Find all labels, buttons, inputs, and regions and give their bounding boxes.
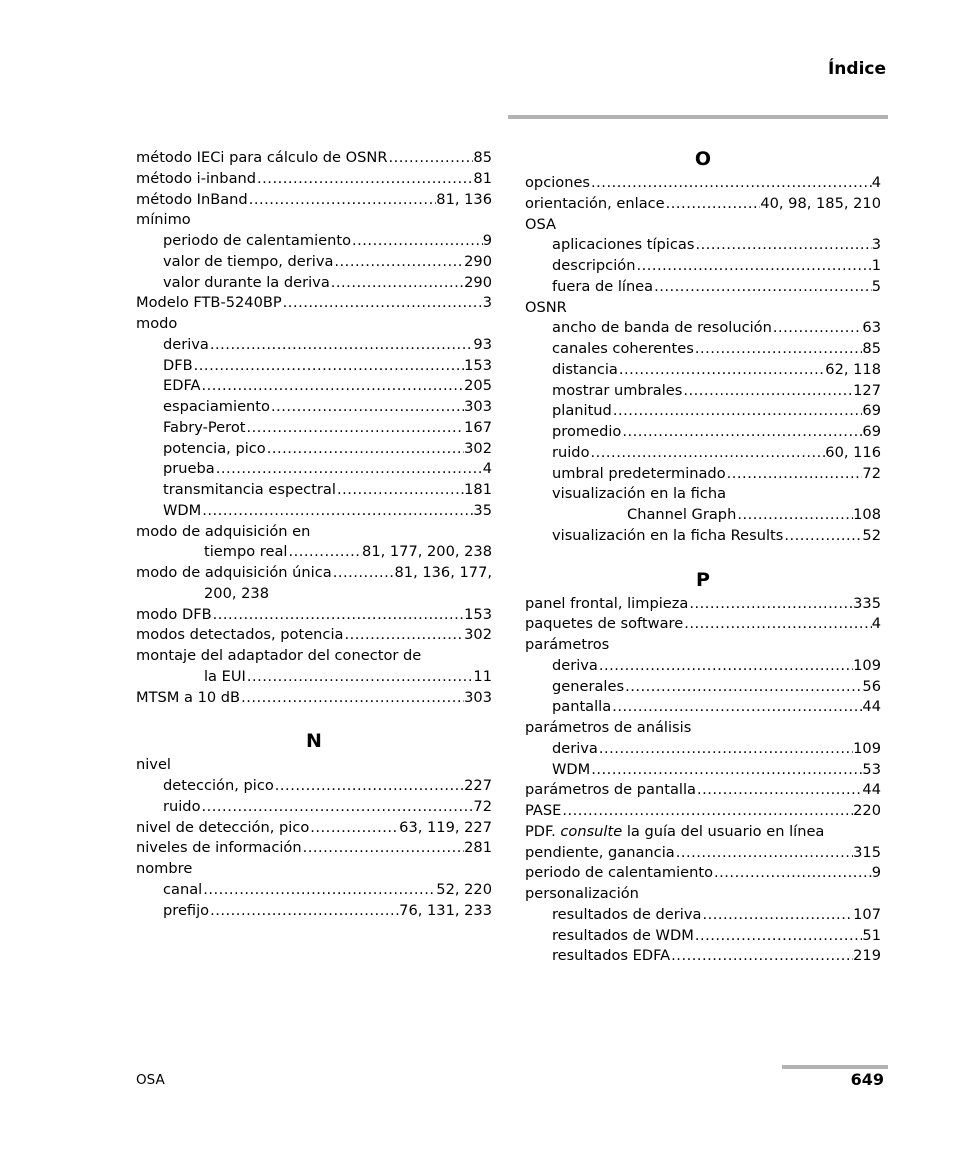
dot-leader (387, 148, 473, 169)
dot-leader (701, 905, 853, 926)
index-term: ancho de banda de resolución (552, 319, 772, 337)
index-entry (136, 859, 492, 880)
index-entry (525, 505, 881, 526)
index-term: modo DFB (136, 605, 212, 623)
index-entry (136, 314, 492, 335)
index-page-refs: 85 (473, 149, 492, 166)
index-entry (136, 776, 492, 797)
index-entry (136, 335, 492, 356)
index-page-refs: 303 (464, 688, 492, 706)
index-term-rest: la guía del usuario en línea (626, 822, 825, 840)
dot-leader (783, 526, 862, 547)
page-header-title: Índice (827, 59, 886, 79)
section-spacer (525, 547, 881, 567)
dot-leader (611, 697, 862, 718)
index-entry (525, 656, 881, 677)
dot-leader (590, 443, 826, 464)
index-page-refs: 85 (862, 340, 881, 357)
index-term: promedio (552, 423, 622, 440)
index-term: espaciamiento (163, 398, 270, 415)
dot-leader (351, 231, 483, 252)
index-page-refs: 81, 136, 177, (394, 564, 492, 581)
index-term: parámetros de pantalla (525, 781, 696, 799)
index-term: personalización (525, 885, 639, 902)
index-term: niveles de información (136, 839, 302, 857)
index-entry (525, 215, 881, 236)
index-page-refs: 4 (482, 460, 492, 478)
dot-leader (713, 863, 872, 884)
index-page-refs: 302 (464, 626, 492, 644)
index-page-refs: 53 (862, 760, 881, 778)
index-term: visualización en la ficha (552, 485, 727, 503)
index-page-refs: 44 (862, 698, 881, 716)
index-page-refs: 52, 220 (436, 880, 492, 898)
index-term: OSA (525, 215, 557, 233)
index-term: transmitancia espectral (163, 481, 336, 498)
index-entry (136, 501, 492, 522)
index-term: montaje del adaptador del conector de (136, 647, 422, 664)
index-entry (525, 863, 881, 884)
index-page-refs: 290 (464, 273, 492, 291)
index-term: pendiente, ganancia (525, 843, 675, 861)
index-entry (525, 381, 881, 402)
index-entry (525, 697, 881, 718)
dot-leader (309, 818, 399, 839)
dot-leader (682, 381, 853, 402)
index-page-refs: 109 (853, 739, 881, 757)
index-page-refs: 69 (862, 423, 881, 440)
index-page-refs: 81, 136 (436, 190, 492, 208)
index-entry (136, 584, 492, 605)
dot-leader (282, 293, 483, 314)
index-page-refs: 52 (862, 526, 881, 544)
index-page-refs: 81, 177, 200, 238 (362, 543, 492, 561)
dot-leader (193, 356, 464, 377)
index-term: nombre (136, 860, 193, 877)
index-page-refs: 35 (473, 501, 492, 519)
index-term: deriva (552, 739, 598, 757)
dot-leader (598, 656, 853, 677)
dot-leader (287, 542, 362, 563)
index-entry (136, 148, 492, 169)
footer-product-name: OSA (136, 1072, 165, 1088)
index-entry (525, 318, 881, 339)
dot-leader (694, 926, 863, 947)
index-term: resultados de WDM (552, 926, 694, 944)
index-term: PDF. (525, 822, 556, 840)
index-term: paquetes de software (525, 615, 684, 633)
index-entry (525, 298, 881, 319)
index-entry (136, 667, 492, 688)
index-entry (136, 688, 492, 709)
index-term: modo (136, 315, 178, 332)
index-term: PASE (525, 802, 562, 819)
dot-leader (736, 505, 853, 526)
index-term: EDFA (163, 377, 201, 395)
index-entry (136, 901, 492, 922)
index-page-refs: 108 (853, 506, 881, 523)
index-term: DFB (163, 356, 193, 374)
index-page-refs: 302 (464, 439, 492, 457)
index-page-refs: 315 (853, 843, 881, 861)
index-entry (525, 526, 881, 547)
index-term: fuera de línea (552, 277, 654, 295)
dot-leader (772, 318, 863, 339)
index-page-refs: 5 (871, 277, 881, 295)
index-page-refs: 60, 116 (825, 443, 881, 461)
section-spacer (136, 708, 492, 728)
index-entry (525, 235, 881, 256)
index-entry (525, 277, 881, 298)
index-term: valor durante la deriva (163, 273, 330, 291)
dot-leader (336, 480, 464, 501)
dot-leader (212, 605, 465, 626)
index-term: tiempo real (204, 543, 288, 561)
page-number: 649 (850, 1070, 884, 1089)
index-entry (525, 677, 881, 698)
dot-leader (246, 667, 474, 688)
index-term: resultados de deriva (552, 905, 702, 923)
dot-leader (694, 339, 863, 360)
dot-leader (635, 256, 871, 277)
dot-leader (670, 946, 853, 967)
dot-leader (240, 688, 464, 709)
index-term: WDM (552, 760, 591, 778)
index-term: visualización en la ficha Results (552, 526, 784, 544)
index-term: deriva (552, 656, 598, 674)
index-term: canal (163, 880, 203, 898)
index-page-refs: 281 (464, 839, 492, 857)
dot-leader (302, 838, 465, 859)
index-column-right (525, 148, 881, 967)
index-term: potencia, pico (163, 439, 266, 457)
header-rule (508, 115, 888, 119)
index-entry (136, 838, 492, 859)
index-entry (525, 884, 881, 905)
index-page-refs: 51 (862, 926, 881, 944)
index-entry (525, 760, 881, 781)
index-term-italic: consulte (560, 822, 623, 840)
index-entry (525, 780, 881, 801)
index-entry (525, 801, 881, 822)
index-entry (525, 422, 881, 443)
index-entry (136, 231, 492, 252)
index-page-refs: 81 (473, 169, 492, 187)
index-term: 200, 238 (204, 584, 269, 602)
index-page-refs: 9 (482, 232, 492, 249)
dot-leader (624, 677, 862, 698)
index-page-refs: 3 (482, 294, 492, 312)
index-term: generales (552, 677, 625, 695)
index-page-refs: 335 (853, 594, 881, 612)
dot-leader (590, 760, 862, 781)
index-entry (136, 293, 492, 314)
index-page-refs: 56 (862, 677, 881, 695)
dot-leader (202, 880, 436, 901)
dot-leader (612, 401, 863, 422)
dot-leader (653, 277, 872, 298)
index-entry (136, 397, 492, 418)
dot-leader (270, 397, 464, 418)
dot-leader (209, 901, 399, 922)
index-entry (136, 418, 492, 439)
index-entry (136, 755, 492, 776)
index-term: modos detectados, potencia (136, 626, 344, 644)
index-term: OSNR (525, 298, 567, 316)
index-section-letter: P (696, 568, 710, 591)
index-section-letter: O (694, 148, 712, 170)
index-term: ruido (552, 443, 590, 461)
index-entry (136, 273, 492, 294)
index-term: panel frontal, limpieza (525, 594, 689, 612)
index-term: planitud (552, 402, 612, 420)
index-entry (136, 480, 492, 501)
dot-leader (618, 360, 825, 381)
index-term: descripción (552, 257, 636, 274)
index-term: prefijo (163, 901, 210, 919)
dot-leader (330, 273, 464, 294)
index-entry (525, 464, 881, 485)
index-page-refs: 220 (853, 802, 881, 819)
dot-leader (696, 780, 862, 801)
index-entry (136, 169, 492, 190)
index-entry (136, 252, 492, 273)
index-entry (136, 210, 492, 231)
index-entry (525, 926, 881, 947)
dot-leader (683, 614, 872, 635)
index-entry (136, 880, 492, 901)
index-term: modo de adquisición única (136, 564, 332, 581)
index-entry (136, 818, 492, 839)
index-entry (136, 439, 492, 460)
index-entry (525, 401, 881, 422)
dot-leader (621, 422, 862, 443)
index-entry (136, 797, 492, 818)
index-term: mostrar umbrales (552, 381, 683, 399)
index-page-refs: 11 (473, 667, 492, 685)
index-entry (525, 360, 881, 381)
dot-leader (201, 501, 473, 522)
index-page-refs: 3 (871, 236, 881, 254)
index-term: nivel de detección, pico (136, 818, 310, 836)
index-term: método InBand (136, 190, 248, 208)
dot-leader (726, 464, 863, 485)
index-term: Modelo FTB-5240BP (136, 294, 282, 312)
index-term: MTSM a 10 dB (136, 688, 241, 706)
dot-leader (201, 797, 474, 818)
index-entry (136, 376, 492, 397)
index-entry (525, 739, 881, 760)
index-page-refs: 69 (862, 402, 881, 420)
index-page-refs: 63 (862, 319, 881, 337)
index-entry (136, 605, 492, 626)
index-entry (525, 173, 881, 194)
index-term: deriva (163, 335, 209, 353)
dot-leader (248, 190, 437, 211)
index-entry (136, 542, 492, 563)
index-term: umbral predeterminado (552, 464, 726, 482)
index-page-refs: 127 (853, 381, 881, 399)
index-term: prueba (163, 460, 215, 478)
index-entry (525, 946, 881, 967)
index-entry (136, 190, 492, 211)
dot-leader (590, 173, 872, 194)
dot-leader (266, 439, 464, 460)
index-page-refs: 4 (871, 615, 881, 633)
index-term: canales coherentes (552, 340, 694, 357)
index-page-refs: 153 (464, 605, 492, 623)
index-entry (525, 635, 881, 656)
index-page-refs: 72 (473, 797, 492, 815)
index-term: resultados EDFA (552, 947, 671, 965)
index-term: modo de adquisición en (136, 522, 311, 540)
index-term: método IECi para cálculo de OSNR (136, 149, 388, 166)
index-entry (525, 256, 881, 277)
index-page-refs: 167 (464, 418, 492, 436)
dot-leader (688, 594, 853, 615)
index-page-refs: 181 (464, 481, 492, 498)
index-term: Channel Graph (627, 506, 737, 523)
index-term: distancia (552, 360, 618, 378)
index-page-refs: 227 (464, 777, 492, 794)
dot-leader (333, 252, 464, 273)
index-entry (525, 594, 881, 615)
index-page-refs: 290 (464, 252, 492, 270)
index-entry (136, 522, 492, 543)
index-term: valor de tiempo, deriva (163, 252, 334, 270)
index-page-refs: 303 (464, 398, 492, 415)
index-page-refs: 44 (862, 781, 881, 799)
index-term: periodo de calentamiento (525, 864, 714, 882)
dot-leader (675, 843, 853, 864)
index-term: la EUI (204, 667, 246, 685)
dot-leader (332, 563, 395, 584)
index-page-refs: 9 (871, 864, 881, 882)
dot-leader (246, 418, 465, 439)
dot-leader (665, 194, 761, 215)
index-term: mínimo (136, 211, 191, 229)
dot-leader (694, 235, 871, 256)
index-page-refs: 62, 118 (825, 360, 881, 378)
index-entry (136, 459, 492, 480)
index-term: detección, pico (163, 777, 274, 794)
index-page-refs: 107 (853, 905, 881, 923)
index-entry (525, 614, 881, 635)
index-term: ruido (163, 797, 201, 815)
dot-leader (561, 801, 853, 822)
index-entry (525, 718, 881, 739)
index-page-refs: 4 (871, 174, 881, 191)
index-page-refs: 93 (473, 335, 492, 353)
index-entry (525, 843, 881, 864)
index-entry (525, 443, 881, 464)
index-page-refs: 109 (853, 656, 881, 674)
dot-leader (201, 376, 465, 397)
index-term: nivel (136, 756, 171, 774)
dot-leader (209, 335, 474, 356)
index-page-refs: 63, 119, 227 (399, 818, 492, 836)
index-page-refs: 153 (464, 356, 492, 374)
index-entry (525, 905, 881, 926)
index-page-refs: 1 (871, 257, 881, 274)
index-entry (525, 822, 881, 843)
index-term: WDM (163, 501, 202, 519)
index-term: periodo de calentamiento (163, 232, 352, 249)
dot-leader (598, 739, 853, 760)
dot-leader (256, 169, 473, 190)
dot-leader (215, 459, 483, 480)
index-term: método i-inband (136, 169, 257, 187)
index-term: parámetros de análisis (525, 719, 692, 736)
index-page-refs: 72 (862, 464, 881, 482)
index-entry (525, 194, 881, 215)
index-term: Fabry-Perot (163, 418, 246, 436)
index-term: opciones (525, 174, 591, 191)
index-section-letter: N (306, 730, 322, 753)
index-entry (136, 625, 492, 646)
index-entry (136, 563, 492, 584)
index-page-refs: 219 (853, 947, 881, 965)
dot-leader (274, 776, 464, 797)
index-term: orientación, enlace (525, 194, 665, 212)
index-page-refs: 76, 131, 233 (399, 901, 492, 919)
index-entry (525, 339, 881, 360)
index-page-refs: 40, 98, 185, 210 (760, 194, 881, 212)
index-entry (525, 484, 881, 505)
index-column-left (136, 148, 492, 921)
index-term: parámetros (525, 636, 610, 653)
dot-leader (343, 625, 464, 646)
index-term: pantalla (552, 698, 612, 716)
index-entry (136, 356, 492, 377)
index-term: aplicaciones típicas (552, 236, 695, 254)
index-entry (136, 646, 492, 667)
index-page-refs: 205 (464, 377, 492, 395)
